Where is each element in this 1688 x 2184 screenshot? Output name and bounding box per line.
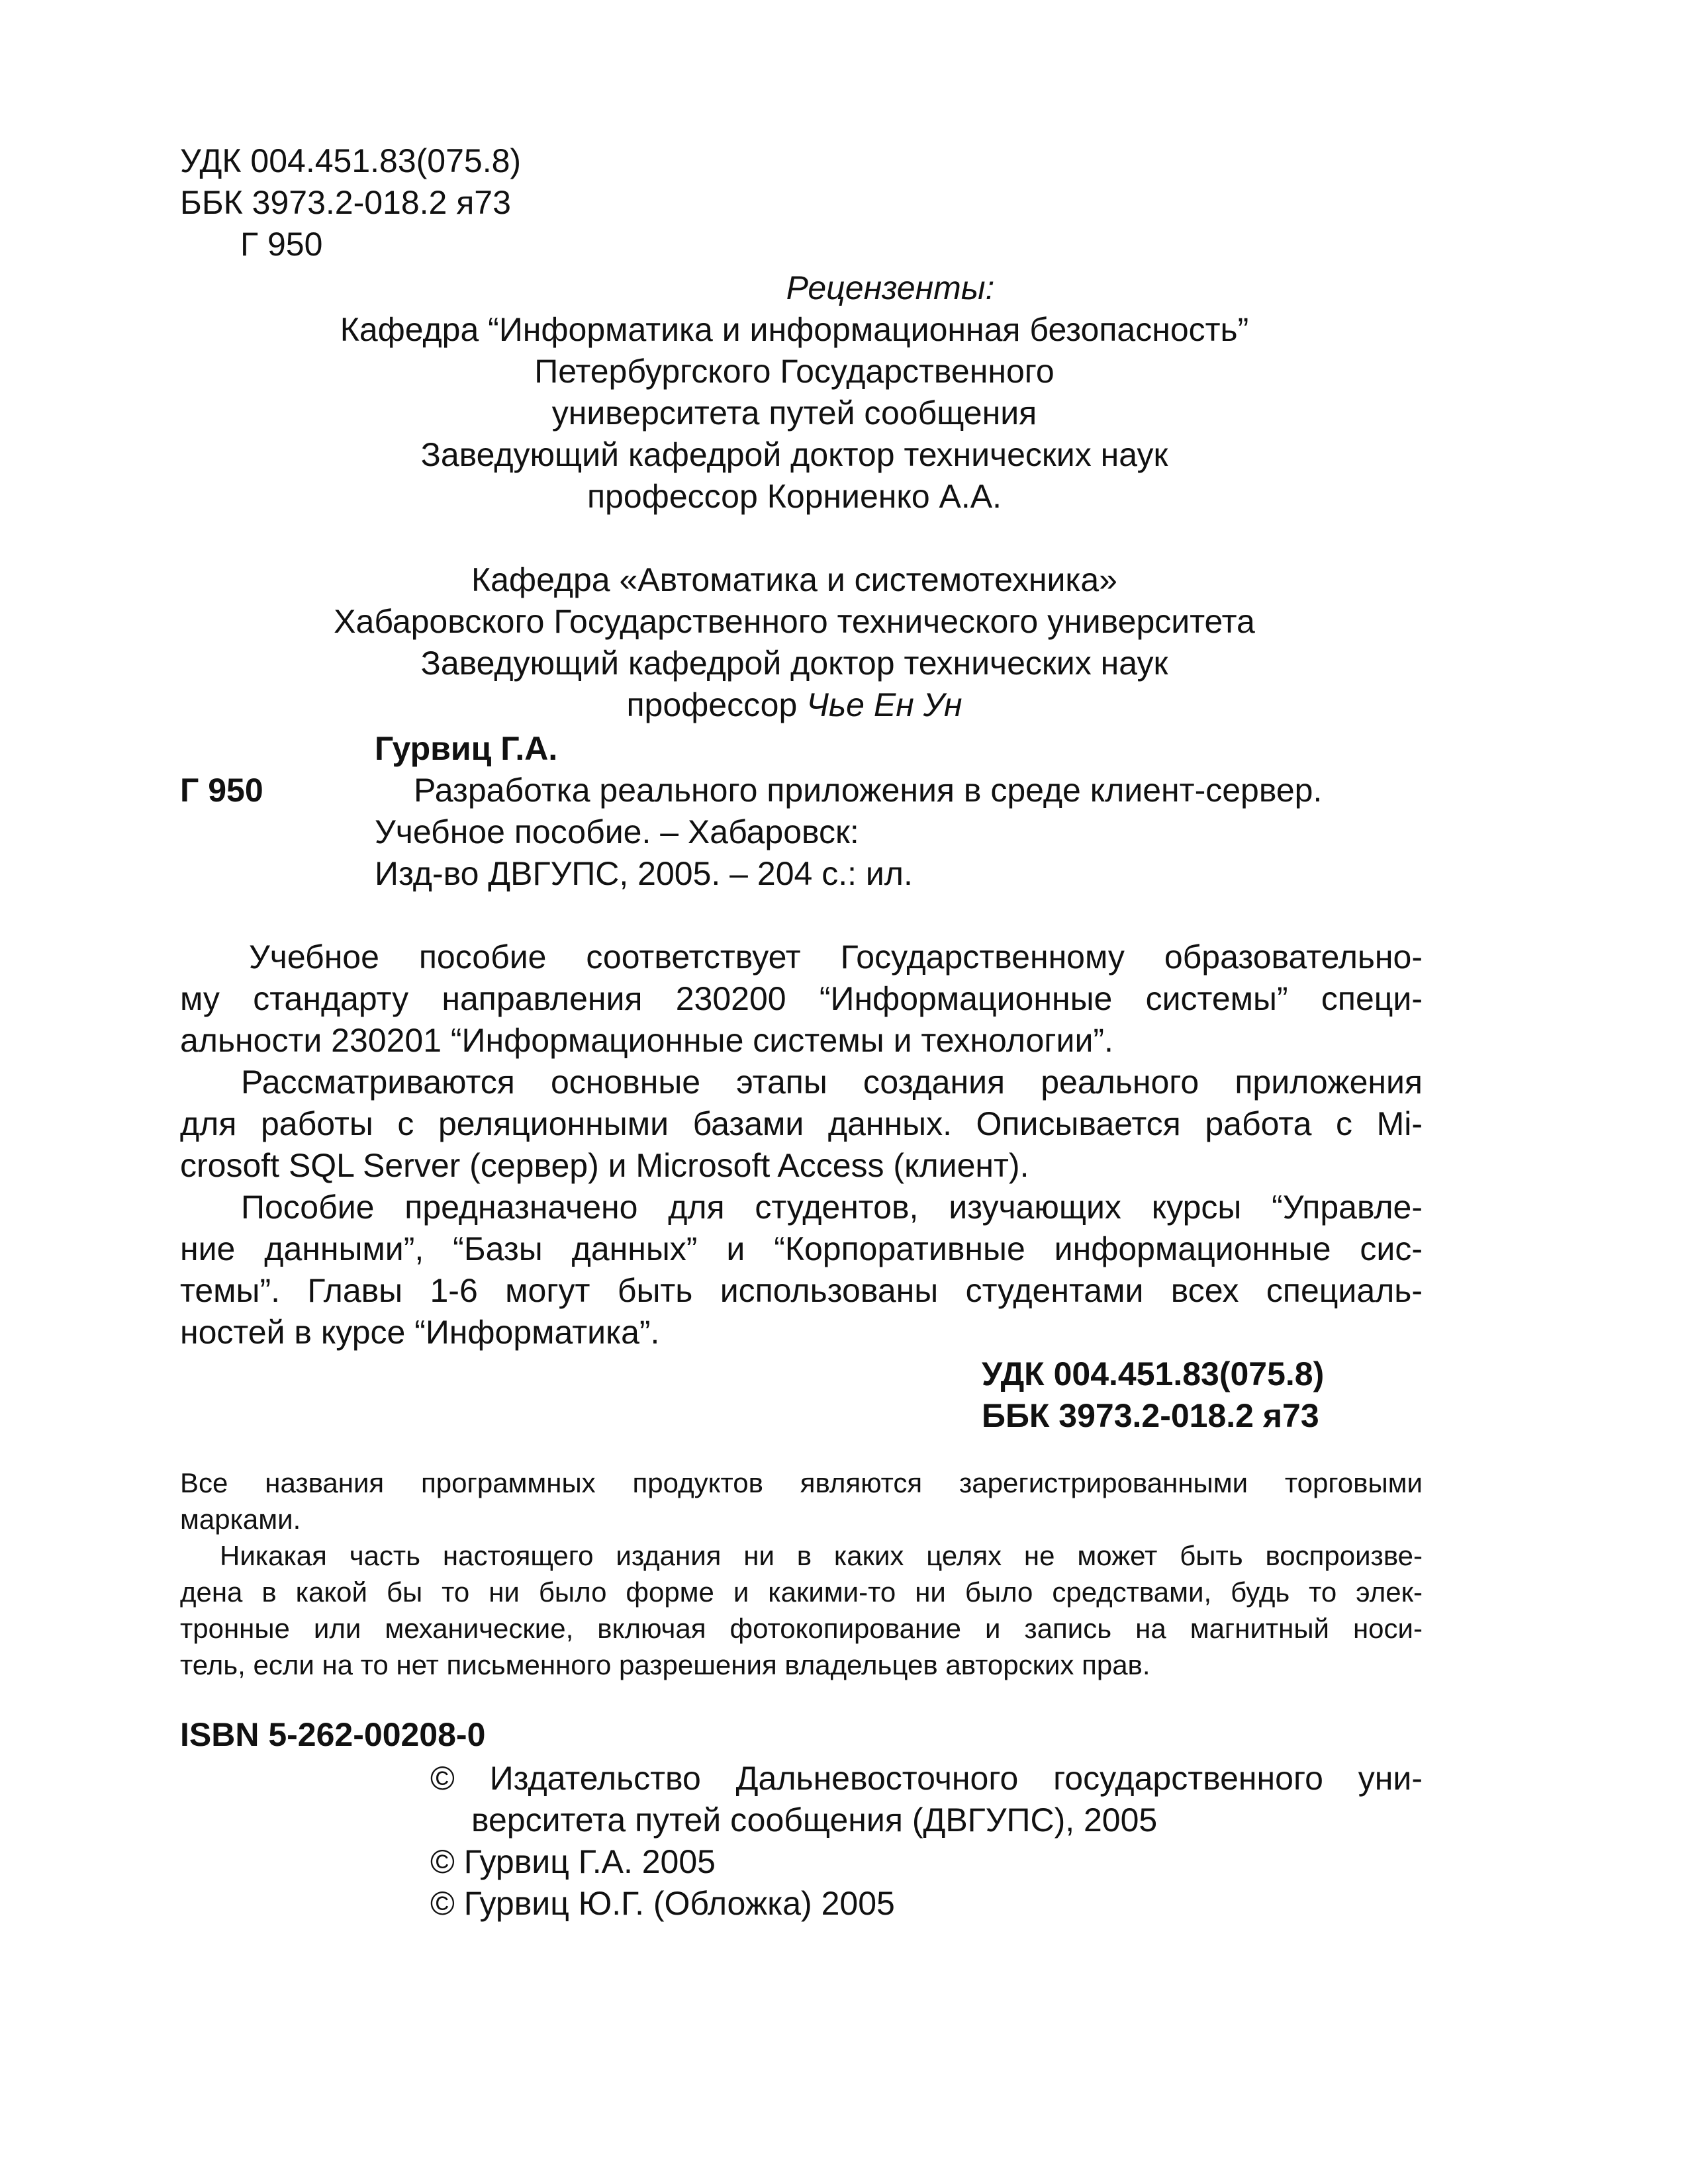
copyright-notice <box>180 1537 1423 1683</box>
annotation-p3-line-1: Пособие предназначено для студентов, изучающих курсы “Управле- <box>241 1189 1423 1226</box>
reviewer-1-line-5: профессор Корниенко А.А. <box>586 478 1002 515</box>
code-top: Г 950 <box>240 226 323 263</box>
annotation-p2-line-1: Рассматриваются основные этапы создания реального приложения <box>241 1064 1423 1101</box>
annotation-p2-line-3: crosoft SQL Server (сервер) и Microsoft Access (клиент). <box>180 1147 1029 1184</box>
reviewer-2-line-1: Кафедра «Автоматика и системотехника» <box>471 561 1117 598</box>
annotation-p2-line-2: для работы с реляционными базами данных. Описывается работа с Mi- <box>180 1105 1423 1142</box>
reviewer-2-line-2: Хабаровского Государственного технического университета <box>334 603 1255 640</box>
reviewer-1-line-2: Петербургского Государственного <box>534 353 1055 390</box>
copyright-author: © Гурвиц Г.А. 2005 <box>430 1843 716 1880</box>
copyright-notice-line-4: тель, если на то нет письменного разрешения владельцев авторских прав. <box>180 1649 1150 1680</box>
annotation-p3-line-3: темы”. Главы 1-6 могут быть использованы студентами всех специаль- <box>180 1272 1423 1309</box>
trademark-notice <box>180 1465 1423 1537</box>
reviewer-1-line-1: Кафедра “Информатика и информационная безопасность” <box>340 311 1249 348</box>
book-type: Учебное пособие. – Хабаровск: <box>375 813 859 850</box>
reviewer-2-prefix: профессор <box>626 686 807 723</box>
bbk-top: ББК 3973.2-018.2 я73 <box>180 184 511 221</box>
book-publisher: Изд-во ДВГУПС, 2005. – 204 с.: ил. <box>375 855 913 892</box>
author: Гурвиц Г.А. <box>375 730 558 767</box>
copyright-notice-line-1: Никакая часть настоящего издания ни в каких целях не может быть воспроизве- <box>220 1540 1423 1571</box>
isbn: ISBN 5-262-00208-0 <box>180 1716 486 1753</box>
annotation-p3-line-2: ние данными”, “Базы данных” и “Корпоративные информационные сис- <box>180 1230 1423 1267</box>
annotation-p3-line-4: ностей в курсе “Информатика”. <box>180 1314 660 1351</box>
trademark-line-2: марками. <box>180 1504 301 1535</box>
copyright-notice-line-3: тронные или механические, включая фотокопирование и запись на магнитный носи- <box>180 1613 1423 1644</box>
entry-code: Г 950 <box>180 772 263 809</box>
copyright-notice-line-2: дена в какой бы то ни было форме и какими-то ни было средствами, будь то элек- <box>180 1576 1423 1608</box>
annotation-p1-line-2: му стандарту направления 230200 “Информационные системы” специ- <box>180 980 1423 1017</box>
reviewers-heading: Рецензенты: <box>786 269 995 306</box>
annotation-p1-line-3: альности 230201 “Информационные системы и технологии”. <box>180 1022 1113 1059</box>
bbk-bold: ББК 3973.2-018.2 я73 <box>982 1397 1319 1434</box>
copyright-publisher-line-2: верситета путей сообщения (ДВГУПС), 2005 <box>471 1801 1158 1839</box>
book-title: Разработка реального приложения в среде клиент-сервер. <box>414 772 1323 809</box>
copyright-cover: © Гурвиц Ю.Г. (Обложка) 2005 <box>430 1885 895 1922</box>
copyright-publisher-line-1: © Издательство Дальневосточного государственного уни- <box>430 1760 1423 1797</box>
annotation-paragraph-1 <box>180 936 1423 1062</box>
reviewer-2-line-4 <box>0 684 1589 726</box>
udk-bold: УДК 004.451.83(075.8) <box>982 1355 1325 1392</box>
udk-top: УДК 004.451.83(075.8) <box>180 142 522 179</box>
annotation-p1-line-1: Учебное пособие соответствует Государственному образовательно- <box>249 938 1423 976</box>
reviewer-2-name: Чье Ен Ун <box>806 686 962 723</box>
annotation-paragraph-3 <box>180 1187 1423 1353</box>
reviewer-2-line-3: Заведующий кафедрой доктор технических наук <box>420 645 1168 682</box>
trademark-line-1: Все названия программных продуктов являются зарегистрированными торговыми <box>180 1467 1423 1498</box>
copyright-publisher <box>430 1758 1423 1841</box>
reviewer-1-line-3: университета путей сообщения <box>551 394 1037 432</box>
annotation-paragraph-2 <box>180 1062 1423 1187</box>
reviewer-1-line-4: Заведующий кафедрой доктор технических наук <box>420 436 1168 473</box>
